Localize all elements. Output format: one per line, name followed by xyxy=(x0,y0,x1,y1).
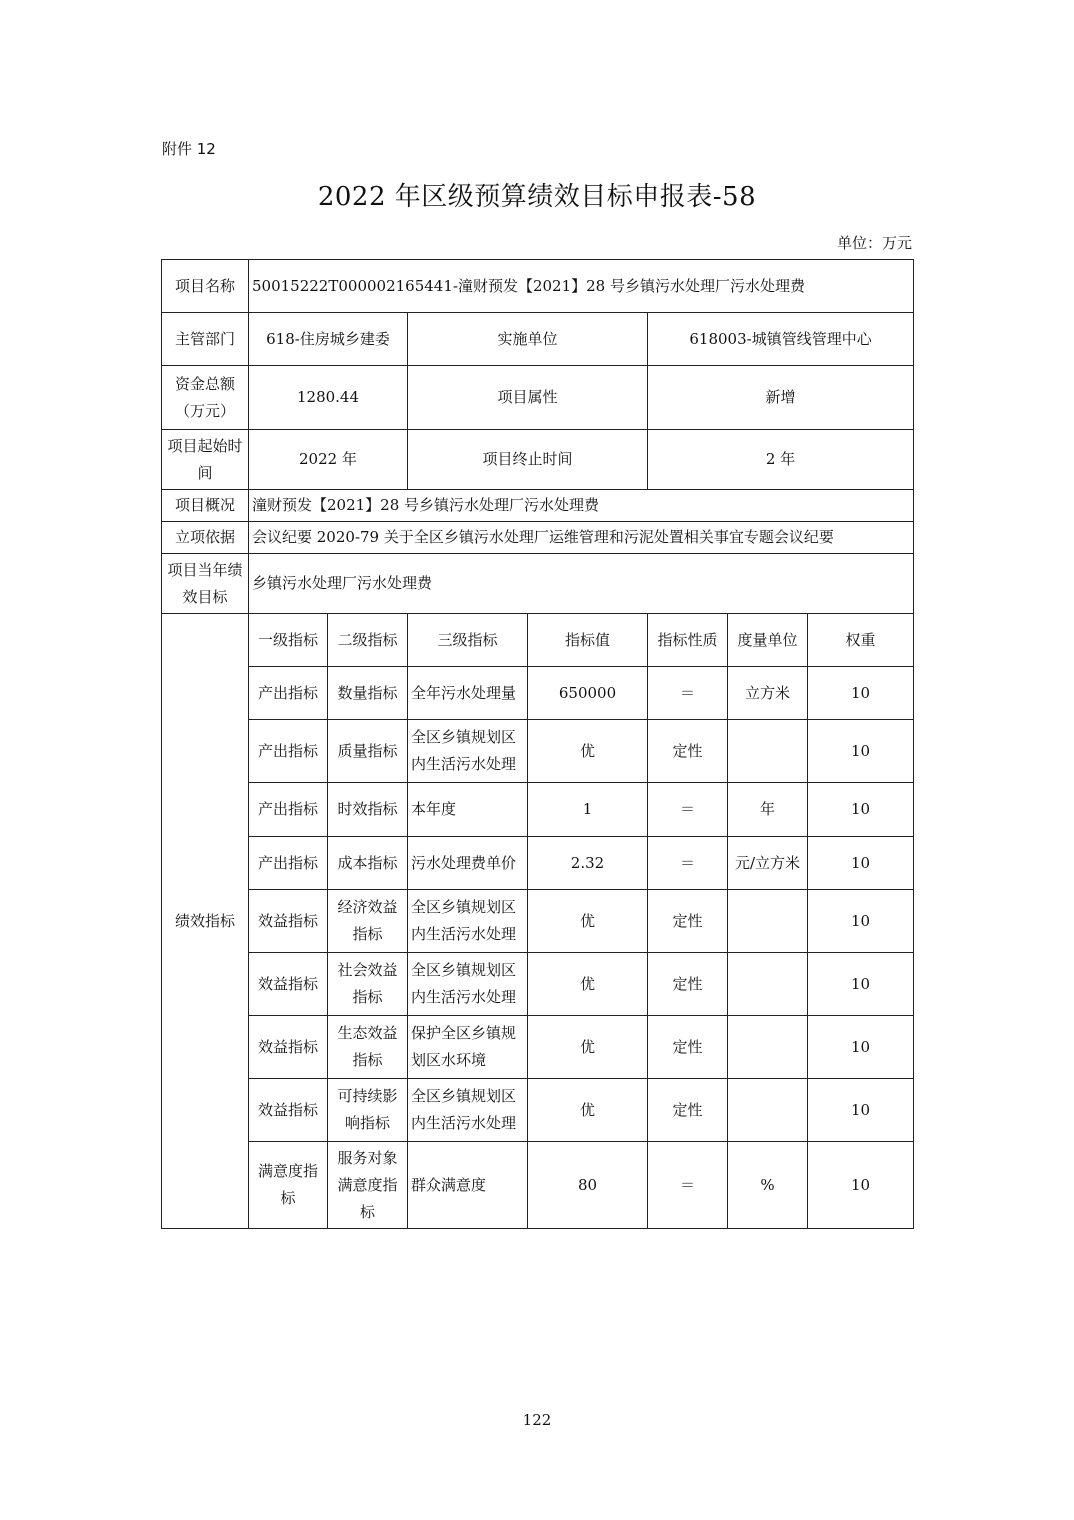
unit-cell xyxy=(728,1079,808,1142)
goal-value: 乡镇污水处理厂污水处理费 xyxy=(249,554,914,614)
nature-cell: ＝ xyxy=(648,1142,728,1229)
department-row xyxy=(162,313,914,366)
level3-cell: 全区乡镇规划区内生活污水处理 xyxy=(408,890,528,953)
header-l1: 一级指标 xyxy=(249,614,328,667)
level2-cell: 社会效益指标 xyxy=(328,953,408,1016)
unit-cell xyxy=(728,1016,808,1079)
table-row xyxy=(162,953,914,1016)
level1-cell: 产出指标 xyxy=(249,783,328,837)
table-row xyxy=(162,1016,914,1079)
level1-cell: 满意度指标 xyxy=(249,1142,328,1229)
table-row xyxy=(162,783,914,837)
nature-cell: 定性 xyxy=(648,720,728,783)
impl-label: 实施单位 xyxy=(408,313,648,366)
value-cell: 优 xyxy=(528,1079,648,1142)
attachment-label: 附件 12 xyxy=(162,140,216,158)
level2-cell: 经济效益指标 xyxy=(328,890,408,953)
value-cell: 1 xyxy=(528,783,648,837)
level3-cell: 全区乡镇规划区内生活污水处理 xyxy=(408,720,528,783)
level1-cell: 效益指标 xyxy=(249,890,328,953)
level2-cell: 时效指标 xyxy=(328,783,408,837)
level2-cell: 服务对象满意度指标 xyxy=(328,1142,408,1229)
weight-cell: 10 xyxy=(808,1079,914,1142)
performance-target-table xyxy=(161,259,914,1229)
page-number: 122 xyxy=(522,1411,552,1429)
period-row xyxy=(162,430,914,490)
value-cell: 650000 xyxy=(528,667,648,720)
unit-label: 单位：万元 xyxy=(836,234,912,252)
value-cell: 优 xyxy=(528,890,648,953)
nature-cell: 定性 xyxy=(648,953,728,1016)
weight-cell: 10 xyxy=(808,1142,914,1229)
weight-cell: 10 xyxy=(808,837,914,890)
attr-label: 项目属性 xyxy=(408,366,648,430)
nature-cell: 定性 xyxy=(648,890,728,953)
project-name-value: 50015222T000002165441-潼财预发【2021】28 号乡镇污水处理厂污水处理费 xyxy=(249,260,914,313)
header-l2: 二级指标 xyxy=(328,614,408,667)
header-nature: 指标性质 xyxy=(648,614,728,667)
fund-label: 资金总额（万元） xyxy=(162,366,249,430)
unit-cell: 年 xyxy=(728,783,808,837)
level2-cell: 可持续影响指标 xyxy=(328,1079,408,1142)
level1-cell: 效益指标 xyxy=(249,1016,328,1079)
level2-cell: 数量指标 xyxy=(328,667,408,720)
fund-row xyxy=(162,366,914,430)
level3-cell: 群众满意度 xyxy=(408,1142,528,1229)
unit-cell xyxy=(728,953,808,1016)
header-weight: 权重 xyxy=(808,614,914,667)
unit-cell: % xyxy=(728,1142,808,1229)
unit-cell xyxy=(728,890,808,953)
overview-value: 潼财预发【2021】28 号乡镇污水处理厂污水处理费 xyxy=(249,490,914,522)
nature-cell: ＝ xyxy=(648,783,728,837)
weight-cell: 10 xyxy=(808,720,914,783)
level1-cell: 效益指标 xyxy=(249,953,328,1016)
level2-cell: 质量指标 xyxy=(328,720,408,783)
perf-header-row xyxy=(162,614,914,667)
level1-cell: 产出指标 xyxy=(249,720,328,783)
level3-cell: 全区乡镇规划区内生活污水处理 xyxy=(408,953,528,1016)
value-cell: 优 xyxy=(528,1016,648,1079)
weight-cell: 10 xyxy=(808,1016,914,1079)
header-value: 指标值 xyxy=(528,614,648,667)
table-row xyxy=(162,1142,914,1229)
weight-cell: 10 xyxy=(808,667,914,720)
nature-cell: 定性 xyxy=(648,1079,728,1142)
level1-cell: 产出指标 xyxy=(249,837,328,890)
end-value: 2 年 xyxy=(648,430,914,490)
attr-value: 新增 xyxy=(648,366,914,430)
unit-cell: 立方米 xyxy=(728,667,808,720)
goal-row xyxy=(162,554,914,614)
end-label: 项目终止时间 xyxy=(408,430,648,490)
table-row xyxy=(162,890,914,953)
value-cell: 80 xyxy=(528,1142,648,1229)
level1-cell: 产出指标 xyxy=(249,667,328,720)
overview-label: 项目概况 xyxy=(162,490,249,522)
table-row xyxy=(162,837,914,890)
level2-cell: 生态效益指标 xyxy=(328,1016,408,1079)
perf-label: 绩效指标 xyxy=(162,614,249,1229)
table-row xyxy=(162,667,914,720)
level3-cell: 污水处理费单价 xyxy=(408,837,528,890)
impl-value: 618003-城镇管线管理中心 xyxy=(648,313,914,366)
value-cell: 优 xyxy=(528,720,648,783)
dept-label: 主管部门 xyxy=(162,313,249,366)
level3-cell: 保护全区乡镇规划区水环境 xyxy=(408,1016,528,1079)
level3-cell: 全年污水处理量 xyxy=(408,667,528,720)
start-label: 项目起始时间 xyxy=(162,430,249,490)
weight-cell: 10 xyxy=(808,953,914,1016)
overview-row xyxy=(162,490,914,522)
start-value: 2022 年 xyxy=(249,430,408,490)
level1-cell: 效益指标 xyxy=(249,1079,328,1142)
basis-row xyxy=(162,522,914,554)
basis-value: 会议纪要 2020-79 关于全区乡镇污水处理厂运维管理和污泥处置相关事宜专题会议纪要 xyxy=(249,522,914,554)
value-cell: 优 xyxy=(528,953,648,1016)
weight-cell: 10 xyxy=(808,783,914,837)
header-unit: 度量单位 xyxy=(728,614,808,667)
document-title: 2022 年区级预算绩效目标申报表-58 xyxy=(317,182,757,212)
header-l3: 三级指标 xyxy=(408,614,528,667)
nature-cell: 定性 xyxy=(648,1016,728,1079)
unit-cell xyxy=(728,720,808,783)
level3-cell: 全区乡镇规划区内生活污水处理 xyxy=(408,1079,528,1142)
fund-value: 1280.44 xyxy=(249,366,408,430)
project-name-row xyxy=(162,260,914,313)
level3-cell: 本年度 xyxy=(408,783,528,837)
unit-cell: 元/立方米 xyxy=(728,837,808,890)
project-name-label: 项目名称 xyxy=(162,260,249,313)
nature-cell: ＝ xyxy=(648,667,728,720)
level2-cell: 成本指标 xyxy=(328,837,408,890)
weight-cell: 10 xyxy=(808,890,914,953)
nature-cell: ＝ xyxy=(648,837,728,890)
goal-label: 项目当年绩效目标 xyxy=(162,554,249,614)
value-cell: 2.32 xyxy=(528,837,648,890)
dept-value: 618-住房城乡建委 xyxy=(249,313,408,366)
table-row xyxy=(162,720,914,783)
basis-label: 立项依据 xyxy=(162,522,249,554)
table-row xyxy=(162,1079,914,1142)
